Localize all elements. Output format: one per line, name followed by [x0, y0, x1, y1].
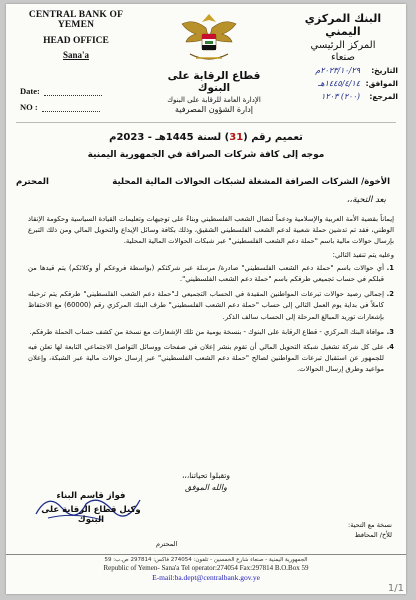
closing-regards: وتقبلوا تحياتنا،،، — [182, 471, 230, 480]
list-item-number: 2. — [386, 290, 394, 299]
meta-date-value: ٢٠٢٣/١٠/٢٩م — [315, 66, 360, 75]
date-field-en — [20, 86, 102, 96]
header-arabic — [288, 12, 398, 63]
signature-block — [36, 491, 146, 525]
greeting: بعد التحية،، — [346, 195, 386, 205]
circular-number: 31 — [229, 132, 244, 143]
copies-to-governor: للأخ/ المحافظ — [354, 531, 392, 539]
office-ar: المركز الرئيسي — [310, 40, 376, 51]
list-item-text: أي حوالات باسم "حملة دعم الشعب الفلسطيني" صادرة/ مرسلة عبر شركتكم (بواسطة فروعكم أو وكلائكم) يتم قيدها من قبلكم في حساب تجميعي طرفكم باسم "حملة دعم الشعب الفلسطيني". — [28, 263, 384, 284]
list-item-text: على كل شركة تشغيل شبكة التحويل المالي أن تقوم بنشر إعلان في صفحات ووسائل التواصل الاجتماعي التابعة لها تعلن فيه للجمهور عن استقبال تبرعات المواطنين لصالح "حملة دعم الشعب الفلسطيني" عبر إرسال حوالات مالية عبر الشبكة، وإعلان مواعيد وطرق إرسال الحوالات. — [28, 343, 384, 374]
meta-date-row — [274, 64, 398, 77]
department-unit: إدارة الشؤون المصرفية — [175, 105, 253, 114]
meta-corresponding-value: ١٤٤٥/٤/١٤هـ — [317, 79, 360, 88]
meta-corresponding-label: الموافق: — [365, 79, 398, 88]
department-block — [156, 70, 272, 114]
meta-date-label: التاريخ: — [371, 66, 398, 75]
body-paragraph-2: وعليه يتم تنفيذ التالي: — [332, 250, 394, 259]
department-title: قطاع الرقابة على البنوك — [167, 70, 261, 94]
city-en: Sana'a — [62, 50, 89, 60]
letter-page — [6, 4, 406, 594]
city-ar: صنعاء — [330, 52, 356, 63]
header-divider — [16, 122, 396, 123]
copies-respected: المحترم — [156, 540, 178, 548]
list-item — [28, 263, 394, 285]
date-label-en: Date: — [20, 86, 40, 96]
letter-body — [28, 214, 394, 380]
circular-title-suffix: ) لسنة 1445هـ - 2023م — [109, 132, 230, 143]
bank-name-en: CENTRAL BANK OF YEMEN — [28, 10, 124, 30]
closing-blessing: والله الموفق — [185, 483, 227, 492]
letter-meta — [274, 64, 398, 103]
copies-block — [348, 520, 392, 540]
list-item-number: 3. — [386, 327, 394, 336]
footer-english: Republic of Yemen- Sana'a Tel operator:274054 Fax:297814 B.O.Box 59 — [103, 564, 309, 572]
yemen-eagle-emblem-icon — [176, 10, 242, 68]
department-subtitle: الإدارة العامة للرقابة على البنوك — [167, 96, 261, 104]
number-label-en: NO : — [20, 102, 38, 112]
office-en: HEAD OFFICE — [43, 36, 109, 46]
footer-arabic: الجمهورية اليمنية - صنعاء شارع الخمسين - تلفون: 274054 فاكس: 297814 ص.ب: 59 — [104, 557, 308, 563]
list-item-number: 1. — [386, 263, 394, 272]
instructions-list — [28, 263, 394, 376]
meta-corresponding-row — [274, 77, 398, 90]
circular-addressee: موجه إلى كافة شركات الصرافة في الجمهورية اليمنية — [87, 150, 325, 160]
meta-ref-value: (٢٠٠) ١٢٠٣ — [321, 92, 360, 101]
list-item — [28, 327, 394, 338]
list-item — [28, 342, 394, 376]
signer-name: فواز قاسم البناء — [56, 491, 126, 501]
body-paragraph-1: إيماناً بقضية الأمة العربية والإسلامية ودعماً لنضال الشعب الفلسطيني وبناءً على توجيهات وتعليمات القيادة السياسية وحكومة الإنقاذ الوطني، فقد تم تدشين حملة شعبية لدعم الشعب الفلسطيني الشقيق، وذلك بكافة وسائل الإيداع والتحويل المالي ومن ذلك التبرع بإرسال حوالات مالية باسم "حملة دعم الشعب الفلسطيني" عبر شبكات الحوالات المالية المحلية. — [28, 215, 394, 246]
list-item-text: موافاة البنك المركزي - قطاع الرقابة على البنوك - بنسخة يومية من تلك الإشعارات مع نسخة من كشف حساب الحملة طرفكم. — [29, 327, 384, 336]
circular-title — [6, 132, 406, 143]
meta-ref-row — [274, 90, 398, 103]
number-field-en — [20, 102, 100, 112]
header-english — [16, 10, 136, 60]
list-item-text: إجمالي رصيد حوالات تبرعات المواطنين المقيدة في الحساب التجميعي لـ"حملة دعم الشعب الفلسطيني" طرفكم يتم ترحيله كاملاً في بداية يوم العمل التالي إلى حساب "حملة دعم الشعب الفلسطيني" طرف البنك المركزي رقم (60000) مع الاحتفاظ بإشعارات توريد المبالغ المرحلة إلى الحساب سالف الذكر. — [28, 290, 384, 321]
circular-title-prefix: تعميم رقم ( — [243, 132, 303, 143]
footer-email: E-mail:ba.dept@centralbank.gov.ye — [152, 573, 260, 582]
salutation-respected: المحترم — [16, 177, 49, 187]
salutation-brothers: الأخوة/ الشركات الصرافة المشغلة لشبكات الحوالات المالية المحلية — [112, 177, 390, 187]
bank-name-ar: البنك المركزي اليمني — [304, 12, 382, 38]
page-counter: 1/1 — [387, 583, 404, 594]
copies-heading: نسخة مع التحية: — [348, 521, 392, 529]
meta-ref-label: المرجع: — [369, 92, 398, 101]
list-item — [28, 289, 394, 323]
letter-footer — [6, 554, 406, 582]
signer-title: وكيل قطاع الرقابة على البنوك — [41, 505, 141, 525]
list-item-number: 4. — [386, 343, 394, 352]
salutation-line — [16, 177, 390, 187]
